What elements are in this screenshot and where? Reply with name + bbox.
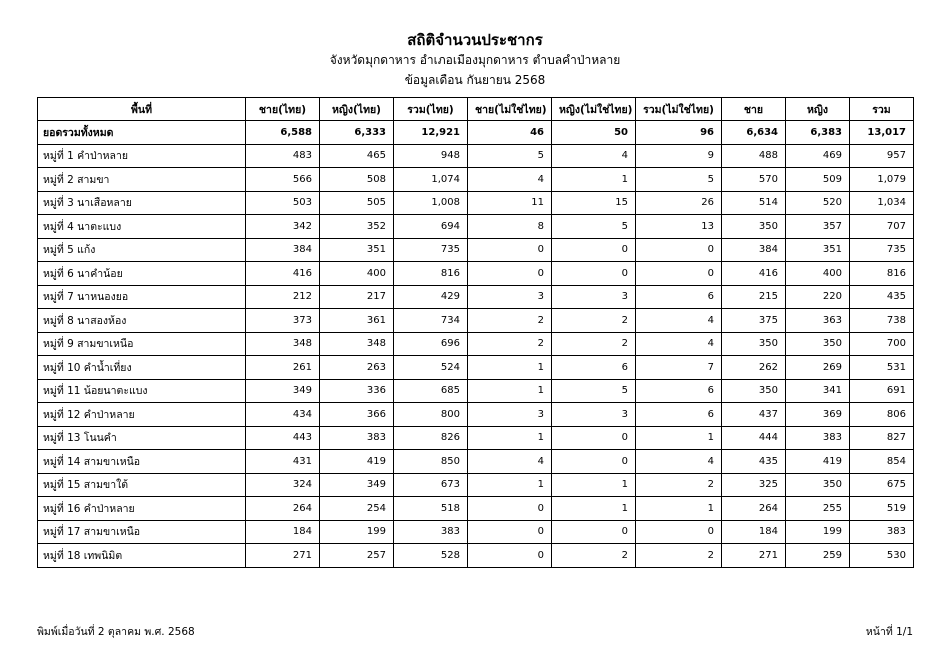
table-cell: 1 [468, 426, 552, 450]
table-cell: 26 [636, 191, 722, 215]
table-cell: 1,079 [850, 168, 914, 192]
table-cell: 734 [394, 309, 468, 333]
column-header: พื้นที่ [38, 98, 246, 121]
table-cell: 199 [786, 520, 850, 544]
table-row [38, 379, 914, 403]
area-name-cell: หมู่ที่ 2 สามขา [38, 168, 246, 192]
table-cell: 369 [786, 403, 850, 427]
table-cell: 850 [394, 450, 468, 474]
table-cell: 383 [850, 520, 914, 544]
printed-date: พิมพ์เมื่อวันที่ 2 ตุลาคม พ.ศ. 2568 [37, 626, 195, 638]
area-name-cell: หมู่ที่ 9 สามขาเหนือ [38, 332, 246, 356]
table-cell: 437 [722, 403, 786, 427]
table-cell: 6,383 [786, 121, 850, 145]
table-cell: 434 [246, 403, 320, 427]
table-cell: 519 [850, 497, 914, 521]
table-row [38, 285, 914, 309]
table-cell: 1 [468, 379, 552, 403]
table-cell: 12,921 [394, 121, 468, 145]
table-cell: 6 [636, 285, 722, 309]
area-name-cell: หมู่ที่ 15 สามขาใต้ [38, 473, 246, 497]
table-cell: 735 [394, 238, 468, 262]
table-cell: 8 [468, 215, 552, 239]
table-cell: 5 [552, 215, 636, 239]
table-cell: 483 [246, 144, 320, 168]
table-cell: 361 [320, 309, 394, 333]
area-name-cell: หมู่ที่ 18 เทพนิมิต [38, 544, 246, 568]
table-cell: 366 [320, 403, 394, 427]
report-period: ข้อมูลเดือน กันยายน 2568 [404, 73, 546, 87]
table-cell: 220 [786, 285, 850, 309]
table-cell: 0 [552, 520, 636, 544]
table-cell: 184 [722, 520, 786, 544]
table-row [38, 544, 914, 568]
area-name-cell: หมู่ที่ 11 น้อยนาตะแบง [38, 379, 246, 403]
table-cell: 384 [722, 238, 786, 262]
table-cell: 416 [246, 262, 320, 286]
report-header [0, 30, 950, 90]
table-cell: 443 [246, 426, 320, 450]
table-cell: 1,074 [394, 168, 468, 192]
table-cell: 2 [468, 332, 552, 356]
table-cell: 6 [636, 379, 722, 403]
table-cell: 518 [394, 497, 468, 521]
table-row [38, 191, 914, 215]
table-row [38, 238, 914, 262]
table-row [38, 403, 914, 427]
table-cell: 514 [722, 191, 786, 215]
table-cell: 4 [468, 450, 552, 474]
table-cell: 1 [552, 497, 636, 521]
table-cell: 6 [636, 403, 722, 427]
table-cell: 3 [468, 285, 552, 309]
table-cell: 350 [722, 379, 786, 403]
table-cell: 1,008 [394, 191, 468, 215]
table-row [38, 473, 914, 497]
table-row [38, 309, 914, 333]
table-cell: 350 [786, 473, 850, 497]
table-cell: 7 [636, 356, 722, 380]
table-cell: 0 [552, 238, 636, 262]
table-header-row [38, 98, 914, 121]
column-header: หญิง(ไทย) [320, 98, 394, 121]
column-header: ชาย(ไม่ใช่ไทย) [468, 98, 552, 121]
table-cell: 2 [552, 332, 636, 356]
table-cell: 215 [722, 285, 786, 309]
report-location: จังหวัดมุกดาหาร อำเภอเมืองมุกดาหาร ตำบลคำป่าหลาย [329, 53, 621, 67]
table-cell: 700 [850, 332, 914, 356]
table-cell: 685 [394, 379, 468, 403]
table-cell: 264 [246, 497, 320, 521]
table-cell: 2 [552, 544, 636, 568]
table-row [38, 497, 914, 521]
table-cell: 373 [246, 309, 320, 333]
table-cell: 1 [636, 497, 722, 521]
table-cell: 435 [850, 285, 914, 309]
table-cell: 263 [320, 356, 394, 380]
table-cell: 348 [246, 332, 320, 356]
table-cell: 5 [636, 168, 722, 192]
table-cell: 350 [722, 215, 786, 239]
table-cell: 341 [786, 379, 850, 403]
table-cell: 255 [786, 497, 850, 521]
table-cell: 383 [320, 426, 394, 450]
table-cell: 826 [394, 426, 468, 450]
table-cell: 1,034 [850, 191, 914, 215]
table-cell: 508 [320, 168, 394, 192]
table-cell: 342 [246, 215, 320, 239]
table-cell: 691 [850, 379, 914, 403]
table-cell: 2 [552, 309, 636, 333]
table-cell: 4 [468, 168, 552, 192]
table-cell: 854 [850, 450, 914, 474]
table-cell: 1 [468, 356, 552, 380]
table-cell: 349 [320, 473, 394, 497]
table-cell: 673 [394, 473, 468, 497]
table-cell: 4 [636, 450, 722, 474]
area-name-cell: หมู่ที่ 4 นาตะแบง [38, 215, 246, 239]
table-cell: 0 [636, 238, 722, 262]
table-cell: 3 [552, 403, 636, 427]
table-cell: 3 [552, 285, 636, 309]
table-cell: 383 [394, 520, 468, 544]
table-cell: 50 [552, 121, 636, 145]
table-cell: 531 [850, 356, 914, 380]
table-cell: 530 [850, 544, 914, 568]
table-cell: 262 [722, 356, 786, 380]
table-cell: 435 [722, 450, 786, 474]
table-cell: 1 [468, 473, 552, 497]
table-cell: 524 [394, 356, 468, 380]
table-cell: 419 [786, 450, 850, 474]
area-name-cell: หมู่ที่ 17 สามขาเหนือ [38, 520, 246, 544]
table-cell: 352 [320, 215, 394, 239]
table-cell: 694 [394, 215, 468, 239]
area-name-cell: หมู่ที่ 7 นาหนองยอ [38, 285, 246, 309]
table-cell: 2 [636, 544, 722, 568]
column-header: ชาย(ไทย) [246, 98, 320, 121]
table-cell: 13,017 [850, 121, 914, 145]
table-cell: 6,333 [320, 121, 394, 145]
table-cell: 419 [320, 450, 394, 474]
table-cell: 800 [394, 403, 468, 427]
table-cell: 271 [246, 544, 320, 568]
table-cell: 0 [552, 426, 636, 450]
report-title: สถิติจำนวนประชากร [407, 31, 543, 49]
table-row [38, 356, 914, 380]
table-cell: 254 [320, 497, 394, 521]
table-cell: 13 [636, 215, 722, 239]
table-cell: 520 [786, 191, 850, 215]
table-cell: 4 [552, 144, 636, 168]
table-cell: 269 [786, 356, 850, 380]
table-cell: 465 [320, 144, 394, 168]
table-cell: 400 [320, 262, 394, 286]
table-cell: 0 [552, 450, 636, 474]
column-header: รวม [850, 98, 914, 121]
table-cell: 271 [722, 544, 786, 568]
total-row [38, 121, 914, 145]
table-cell: 212 [246, 285, 320, 309]
area-name-cell: หมู่ที่ 5 แก้ง [38, 238, 246, 262]
table-cell: 431 [246, 450, 320, 474]
table-cell: 375 [722, 309, 786, 333]
population-table [37, 97, 914, 568]
table-cell: 4 [636, 309, 722, 333]
table-cell: 806 [850, 403, 914, 427]
table-row [38, 426, 914, 450]
table-cell: 416 [722, 262, 786, 286]
table-cell: 9 [636, 144, 722, 168]
table-cell: 6,634 [722, 121, 786, 145]
table-row [38, 144, 914, 168]
table-cell: 696 [394, 332, 468, 356]
column-header: หญิง [786, 98, 850, 121]
table-cell: 350 [722, 332, 786, 356]
table-cell: 357 [786, 215, 850, 239]
table-row [38, 215, 914, 239]
page-number: หน้าที่ 1/1 [865, 626, 913, 638]
table-cell: 15 [552, 191, 636, 215]
table-cell: 363 [786, 309, 850, 333]
table-cell: 11 [468, 191, 552, 215]
table-cell: 0 [636, 262, 722, 286]
table-cell: 1 [636, 426, 722, 450]
table-cell: 488 [722, 144, 786, 168]
table-cell: 827 [850, 426, 914, 450]
table-cell: 444 [722, 426, 786, 450]
table-cell: 257 [320, 544, 394, 568]
table-cell: 1 [552, 473, 636, 497]
table-cell: 1 [552, 168, 636, 192]
table-cell: 400 [786, 262, 850, 286]
column-header: หญิง(ไม่ใช่ไทย) [552, 98, 636, 121]
table-cell: 184 [246, 520, 320, 544]
table-cell: 2 [636, 473, 722, 497]
table-cell: 351 [786, 238, 850, 262]
table-cell: 384 [246, 238, 320, 262]
area-name-cell: หมู่ที่ 14 สามขาเหนือ [38, 450, 246, 474]
table-cell: 707 [850, 215, 914, 239]
table-cell: 509 [786, 168, 850, 192]
table-cell: 261 [246, 356, 320, 380]
area-name-cell: หมู่ที่ 3 นาเสือหลาย [38, 191, 246, 215]
table-cell: 264 [722, 497, 786, 521]
area-name-cell: หมู่ที่ 1 คำป่าหลาย [38, 144, 246, 168]
table-cell: 0 [468, 238, 552, 262]
table-cell: 735 [850, 238, 914, 262]
table-cell: 351 [320, 238, 394, 262]
area-name-cell: หมู่ที่ 13 โนนคำ [38, 426, 246, 450]
table-row [38, 168, 914, 192]
area-name-cell: หมู่ที่ 16 คำป่าหลาย [38, 497, 246, 521]
table-cell: 4 [636, 332, 722, 356]
table-cell: 6,588 [246, 121, 320, 145]
table-cell: 336 [320, 379, 394, 403]
column-header: ชาย [722, 98, 786, 121]
area-name-cell: หมู่ที่ 12 คำป่าหลาย [38, 403, 246, 427]
table-cell: 0 [636, 520, 722, 544]
table-row [38, 520, 914, 544]
table-cell: 0 [468, 544, 552, 568]
table-cell: 6 [552, 356, 636, 380]
table-cell: 738 [850, 309, 914, 333]
column-header: รวม(ไม่ใช่ไทย) [636, 98, 722, 121]
area-name-cell: หมู่ที่ 6 นาคำน้อย [38, 262, 246, 286]
table-cell: 3 [468, 403, 552, 427]
table-cell: 96 [636, 121, 722, 145]
table-cell: 259 [786, 544, 850, 568]
table-cell: 566 [246, 168, 320, 192]
table-cell: 528 [394, 544, 468, 568]
table-cell: 0 [468, 262, 552, 286]
table-cell: 948 [394, 144, 468, 168]
table-cell: 957 [850, 144, 914, 168]
table-cell: 5 [468, 144, 552, 168]
area-name-cell: หมู่ที่ 8 นาสองห้อง [38, 309, 246, 333]
table-cell: 469 [786, 144, 850, 168]
table-cell: 816 [850, 262, 914, 286]
total-label: ยอดรวมทั้งหมด [38, 121, 246, 145]
area-name-cell: หมู่ที่ 10 คำน้ำเที่ยง [38, 356, 246, 380]
table-cell: 0 [468, 497, 552, 521]
table-cell: 217 [320, 285, 394, 309]
table-cell: 675 [850, 473, 914, 497]
table-cell: 46 [468, 121, 552, 145]
table-cell: 350 [786, 332, 850, 356]
table-cell: 816 [394, 262, 468, 286]
table-cell: 570 [722, 168, 786, 192]
table-cell: 0 [468, 520, 552, 544]
table-cell: 503 [246, 191, 320, 215]
table-cell: 325 [722, 473, 786, 497]
table-cell: 0 [552, 262, 636, 286]
table-cell: 5 [552, 379, 636, 403]
table-row [38, 450, 914, 474]
table-cell: 505 [320, 191, 394, 215]
table-cell: 429 [394, 285, 468, 309]
table-cell: 383 [786, 426, 850, 450]
table-cell: 2 [468, 309, 552, 333]
table-cell: 349 [246, 379, 320, 403]
table-cell: 324 [246, 473, 320, 497]
column-header: รวม(ไทย) [394, 98, 468, 121]
table-row [38, 332, 914, 356]
table-cell: 348 [320, 332, 394, 356]
table-row [38, 262, 914, 286]
table-cell: 199 [320, 520, 394, 544]
